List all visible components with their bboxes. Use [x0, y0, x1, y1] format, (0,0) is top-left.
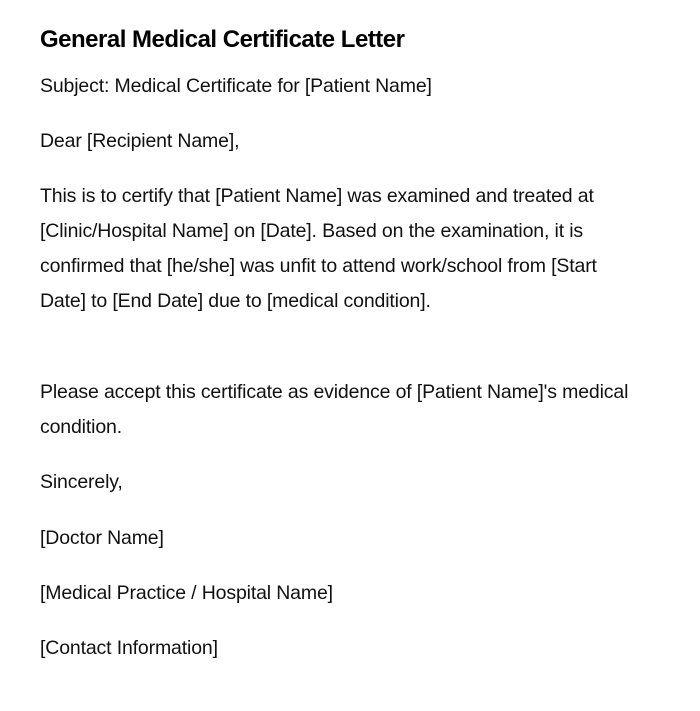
subject-line: Subject: Medical Certificate for [Patient Name] — [40, 75, 432, 97]
salutation: Dear [Recipient Name], — [40, 130, 240, 152]
document-title: General Medical Certificate Letter — [40, 26, 405, 53]
closing: Sincerely, — [40, 471, 123, 493]
body-paragraph-2: Please accept this certificate as evidence of [Patient Name]'s medical condition. — [40, 381, 629, 438]
signature-doctor-name: [Doctor Name] — [40, 527, 164, 549]
body-paragraph-1: This is to certify that [Patient Name] was examined and treated at [Clinic/Hospital Name] on [Date]. Based on the examination, it is confirmed that [he/she] was unfit to attend work/school from [Start Date] to [End Date] due to [medical condition]. — [40, 185, 597, 312]
signature-contact: [Contact Information] — [40, 637, 218, 659]
signature-practice: [Medical Practice / Hospital Name] — [40, 582, 333, 604]
